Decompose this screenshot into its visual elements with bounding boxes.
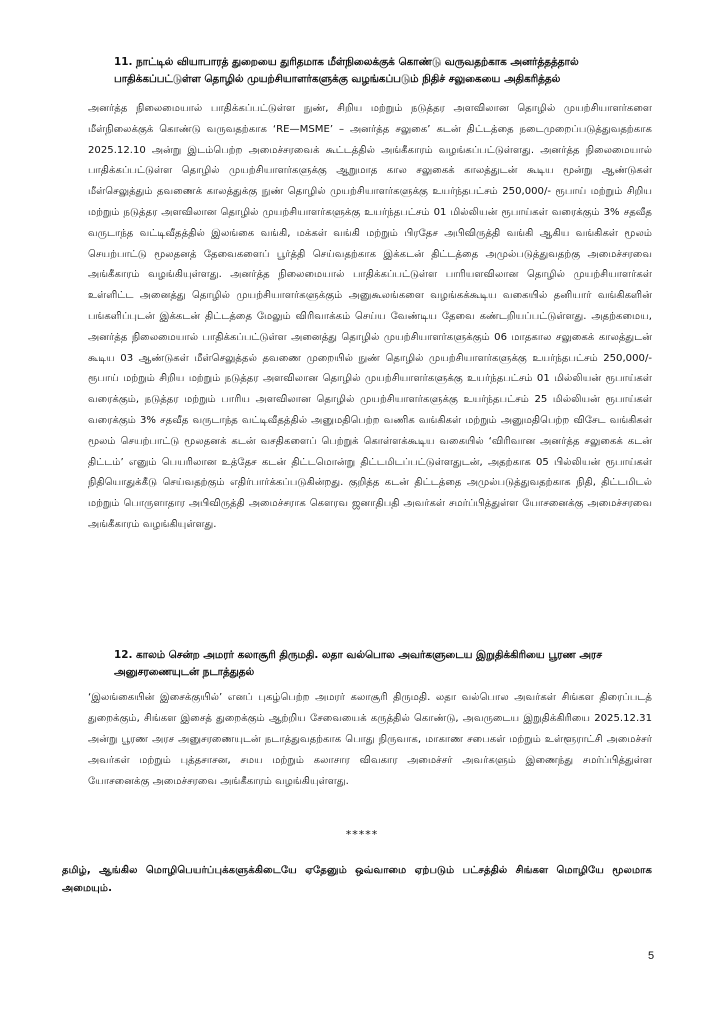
section-11-heading	[114, 54, 654, 87]
section-11-number: 11.	[114, 56, 133, 68]
section-11-title: நாட்டில் வியாபாரத் துறையை துரிதமாக மீள்நிலைக்குக் கொண்டு வருவதற்காக அனர்த்தத்தால் பாதிக்கப்பட்டுள்ள தொழில் முயற்சியாளர்களுக்கு வழங்கப்படும் நிதிச் சலுகையை அதிகரித்தல்	[114, 56, 579, 85]
section-12-title: காலம் சென்ற அமரர் கலாசூரி திருமதி. லதா வல்பொல அவர்களுடைய இறுதிக்கிரியை பூரண அரச அனுசரணையுடன் நடாத்துதல்	[114, 649, 602, 678]
section-12-number: 12.	[114, 649, 133, 661]
section-12-heading	[114, 647, 654, 680]
section-11-body: அனர்த்த நிலைமையால் பாதிக்கப்பட்டுள்ள நுண், சிறிய மற்றும் நடுத்தர அளவிலான தொழில் முயற்சியாளர்களை மீள்நிலைக்குக் கொண்டு வருவதற்காக ‘RE—MSME’ – அனர்த்த சலுகை’ கடன் திட்டத்தை நடைமுறைப்படுத்துவதற்காக 2025.12.10 அன்று இடம்பெற்ற அமைச்சரவைக் கூட்டத்தில் அங்கீகாரம் வழங்கப்பட்டுள்ளது. அனர்த்த நிலைமையால் பாதிக்கப்பட்டுள்ள தொழில் முயற்சியாளர்களுக்கு ஆறுமாத கால சலுகைக் காலத்துடன் கூடிய மூன்று ஆண்டுகள் மீள்செலுத்தும் தவணைக் காலத்துக்கு நுண் தொழில் முயற்சியாளர்களுக்கு உயர்ந்தபட்சம் 250,000/- ரூபாய் மற்றும் சிறிய மற்றும் நடுத்தர அளவிலான தொழில் முயற்சியாளர்களுக்கு உயர்ந்தபட்சம் 01 மில்லியன் ரூபாய்கள் வரைக்கும் 3% சதவீத வருடாந்த வட்டிவீதத்தில் இலங்கை வங்கி, மக்கள் வங்கி மற்றும் பிரதேச அபிவிருத்தி வங்கி ஆகிய வங்கிகள் மூலம் செயற்பாட்டு மூலதனத் தேவைகளைப் பூர்த்தி செய்வதற்காக இக்கடன் திட்டத்தை அமுல்படுத்துவதற்கு அமைச்சரவை அங்கீகாரம் வழங்கியுள்ளது. அனர்த்த நிலைமையால் பாதிக்கப்பட்டுள்ள பாரியளவிலான தொழில் முயற்சியாளர்கள் உள்ளிட்ட அனைத்து தொழில் முயற்சியாளர்களுக்கும் அனுகூலங்களை வழங்கக்கூடிய வகையில் தனியார் வங்கிகளின் பங்களிப்புடன் இக்கடன் திட்டத்தை மேலும் விரிவாக்கம் செய்ய வேண்டிய தேவை கண்டறியப்பட்டுள்ளது. அதற்கமைய, அனர்த்த நிலைமையால் பாதிக்கப்பட்டுள்ள அனைத்து தொழில் முயற்சியாளர்களுக்கும் 06 மாதகால சலுகைக் காலத்துடன் கூடிய 03 ஆண்டுகள் மீள்செலுத்தல் தவணை முறையில் நுண் தொழில் முயற்சியாளர்களுக்கு உயர்ந்தபட்சம் 250,000/- ரூபாய் மற்றும் சிறிய மற்றும் நடுத்தர அளவிலான தொழில் முயற்சியாளர்களுக்கு உயர்ந்தபட்சம் 01 மில்லியன் ரூபாய்கள் வரைக்கும், நடுத்தர மற்றும் பாரிய அளவிலான தொழில் முயற்சியாளர்களுக்கு உயர்ந்தபட்சம் 25 மில்லியன் ரூபாய்கள் வரைக்கும் 3% சதவீத வருடாந்த வட்டிவீதத்தில் அனுமதிபெற்ற வணிக வங்கிகள் மற்றும் அனுமதிபெற்ற விசேட வங்கிகள் மூலம் செயற்பாட்டு மூலதனக் கடன் வசதிகளைப் பெற்றுக் கொள்ளக்கூடிய வகையில் ‘விரிவான அனர்த்த சலுகைக் கடன் திட்டம்’ எனும் பெயரிலான உத்தேச கடன் திட்டமொன்று திட்டமிடப்பட்டுள்ளதுடன், அதற்காக 05 பில்லியன் ரூபாய்கள் நிதியொதுக்கீடு செய்வதற்கும் எதிர்பார்க்கப்படுகின்றது. குறித்த கடன் திட்டத்தை அமுல்படுத்துவதற்காக நிதி, திட்டமிடல் மற்றும் பொருளாதார அபிவிருத்தி அமைச்சராக கௌரவ ஜனாதிபதி அவர்கள் சமர்ப்பித்துள்ள யோசனைக்கு அமைச்சரவை அங்கீகாரம் வழங்கியுள்ளது.	[88, 103, 652, 530]
section-12-body: ‘இலங்கையின் இசைக்குயில்’ எனப் புகழ்பெற்ற அமரர் கலாசூரி திருமதி. லதா வல்பொல அவர்கள் சிங்கள திரைப்படத் துறைக்கும், சிங்கள இசைத் துறைக்கும் ஆற்றிய சேவையைக் கருத்தில் கொண்டு, அவருடைய இறுதிக்கிரியை 2025.12.31 அன்று பூரண அரச அனுசரணையுடன் நடாத்துவதற்காக பொது நிருவாக, மாகாண சபைகள் மற்றும் உள்ளூராட்சி அமைச்சர் அவர்கள் மற்றும் புத்தசாசன, சமய மற்றும் கலாசார விவகார அமைச்சர் அவர்களும் இணைந்து சமர்ப்பித்துள்ள யோசனைக்கு அமைச்சரவை அங்கீகாரம் வழங்கியுள்ளது.	[88, 692, 652, 787]
page-number: 5	[648, 950, 655, 962]
language-disclaimer: தமிழ், ஆங்கில மொழிபெயர்ப்புக்களுக்கிடையே ஏதேனும் ஒவ்வாமை ஏற்படும் பட்சத்தில் சிங்கள மொழியே மூலமாக அமையும்.	[62, 865, 652, 894]
section-separator: *****	[345, 828, 379, 841]
